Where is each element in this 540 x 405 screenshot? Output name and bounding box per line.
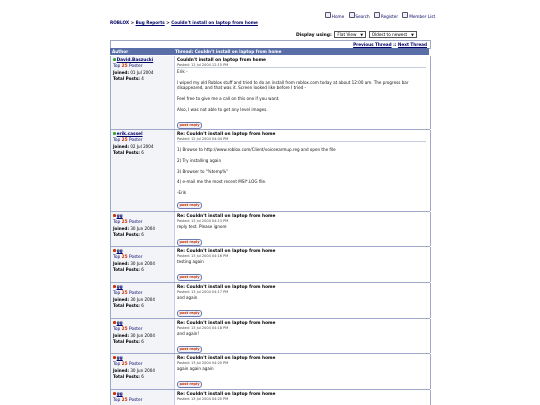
author-joined: Joined: 30 Jun 2004 bbox=[113, 225, 155, 231]
post-body: Erik - I wiped my old Roblox stuff and tried to do an install from roblox.com today at about 12:00 am. The progress bar disappeared, and that was it. Screen looked like before I tried - Feel free to give me a call on this one if you want. Also, I was not able to get any level images. bbox=[177, 69, 409, 112]
author-name[interactable]: David.Baszucki bbox=[113, 58, 153, 63]
author-joined: Joined: 30 Jun 2004 bbox=[113, 260, 155, 266]
post-reply-button[interactable]: post reply bbox=[177, 310, 202, 317]
post-author-panel bbox=[111, 247, 175, 282]
author-total-posts: Total Posts: 4 bbox=[113, 75, 144, 81]
author-rank: Top 25 Poster bbox=[113, 290, 143, 296]
author-column-header: Author bbox=[112, 49, 129, 55]
post-author-panel bbox=[111, 283, 175, 318]
post-reply-button[interactable]: post reply bbox=[177, 274, 202, 281]
author-name[interactable]: gg bbox=[113, 285, 123, 290]
post bbox=[110, 283, 431, 318]
breadcrumb-roblox[interactable]: ROBLOX bbox=[110, 20, 130, 25]
author-total-posts: Total Posts: 6 bbox=[113, 302, 144, 308]
author-rank: Top 25 Poster bbox=[113, 397, 143, 403]
author-name[interactable]: erik.cassel bbox=[113, 132, 143, 137]
search-link[interactable]: Search bbox=[349, 14, 370, 19]
post-title: Re: Couldn't install on laptop from home bbox=[177, 249, 276, 254]
post bbox=[110, 390, 431, 405]
post-author-panel bbox=[111, 212, 175, 246]
offline-status-icon bbox=[113, 214, 116, 217]
post-content bbox=[175, 283, 430, 318]
post-content bbox=[175, 390, 430, 405]
online-status-icon bbox=[113, 132, 116, 135]
author-joined: Joined: 30 Jun 2004 bbox=[113, 332, 155, 338]
author-total-posts: Total Posts: 6 bbox=[113, 338, 144, 344]
offline-status-icon bbox=[113, 285, 116, 288]
post-body: again again again bbox=[177, 366, 214, 371]
post-author-panel bbox=[111, 130, 175, 211]
post bbox=[110, 130, 431, 211]
post-content bbox=[175, 247, 430, 282]
author-joined: Joined: 01 Jul 2004 bbox=[113, 69, 154, 75]
post-date: Posted: 12 Jul 2004 04:04 PM bbox=[177, 136, 229, 141]
post-author-panel bbox=[111, 319, 175, 353]
post-date: Posted: 13 Jul 2004 04:18 PM bbox=[177, 325, 229, 330]
post-title: Re: Couldn't install on laptop from home bbox=[177, 214, 276, 219]
post-content bbox=[175, 56, 430, 129]
view-mode-select[interactable]: Flat View ▼ bbox=[334, 31, 366, 38]
post-content bbox=[175, 130, 430, 211]
author-rank: Top 25 Poster bbox=[113, 137, 143, 143]
display-options bbox=[296, 31, 417, 38]
post-author-panel bbox=[111, 390, 175, 405]
chevron-down-icon: ▼ bbox=[360, 33, 364, 37]
post bbox=[110, 354, 431, 389]
post-title: Re: Couldn't install on laptop from home bbox=[177, 321, 276, 326]
post-title: Re: Couldn't install on laptop from home bbox=[177, 285, 276, 290]
author-joined: Joined: 02 Jul 2004 bbox=[113, 143, 154, 149]
register-icon bbox=[374, 12, 380, 18]
author-total-posts: Total Posts: 6 bbox=[113, 373, 144, 379]
post-content bbox=[175, 319, 430, 353]
post-reply-button[interactable]: post reply bbox=[177, 381, 202, 388]
register-link[interactable]: Register bbox=[374, 14, 398, 19]
home-icon bbox=[325, 12, 331, 18]
top-links bbox=[325, 12, 438, 19]
post-title: Re: Couldn't install on laptop from home bbox=[177, 392, 276, 397]
post-content bbox=[175, 212, 430, 246]
post-date: Posted: 12 Jul 2004 12:15 PM bbox=[177, 62, 229, 67]
post-body: and again! bbox=[177, 331, 199, 336]
author-name[interactable]: gg bbox=[113, 249, 123, 254]
post-date: Posted: 13 Jul 2004 04:20 PM bbox=[177, 396, 229, 401]
post-author-panel bbox=[111, 354, 175, 389]
author-rank: Top 25 Poster bbox=[113, 254, 143, 260]
post-reply-button[interactable]: post reply bbox=[177, 239, 202, 246]
post-title: Couldn't install on laptop from home bbox=[177, 58, 266, 63]
breadcrumb-thread[interactable]: Couldn't install on laptop from home bbox=[171, 20, 258, 25]
search-icon bbox=[349, 12, 355, 18]
online-status-icon bbox=[113, 58, 116, 61]
post-date: Posted: 13 Jul 2004 04:17 PM bbox=[177, 289, 229, 294]
author-rank: Top 25 Poster bbox=[113, 361, 143, 367]
next-thread-link[interactable]: Next Thread bbox=[397, 42, 427, 47]
post-body: reply test. Please ignore bbox=[177, 224, 227, 229]
display-label: Display using: bbox=[296, 33, 332, 38]
thread-column-header: Thread: Couldn't install on laptop from home bbox=[175, 49, 282, 55]
post-date: Posted: 13 Jul 2004 04:13 PM bbox=[177, 218, 229, 223]
author-total-posts: Total Posts: 6 bbox=[113, 149, 144, 155]
author-rank: Top 25 Poster bbox=[113, 326, 143, 332]
author-name[interactable]: gg bbox=[113, 356, 123, 361]
post bbox=[110, 247, 431, 282]
post-reply-button[interactable]: post reply bbox=[177, 346, 202, 353]
post bbox=[110, 56, 431, 129]
author-total-posts: Total Posts: 6 bbox=[113, 231, 144, 237]
author-name[interactable]: gg bbox=[113, 321, 123, 326]
author-joined: Joined: 30 Jun 2004 bbox=[113, 296, 155, 302]
post-title: Re: Couldn't install on laptop from home bbox=[177, 132, 276, 137]
previous-thread-link[interactable]: Previous Thread bbox=[353, 42, 392, 47]
author-rank: Top 25 Poster bbox=[113, 219, 143, 225]
breadcrumb-bug-reports[interactable]: Bug Reports bbox=[135, 20, 165, 25]
thread-header bbox=[110, 48, 429, 55]
post-content bbox=[175, 354, 430, 389]
post bbox=[110, 319, 431, 353]
member-list-link[interactable]: Member List bbox=[402, 14, 435, 19]
post-body: testing again bbox=[177, 259, 204, 264]
author-rank: Top 25 Poster bbox=[113, 63, 143, 69]
thread-navigation: Previous Thread :: Next Thread bbox=[110, 40, 431, 49]
post-body: 1) Browse to http://www.roblox.com/Client/voiceearmup.reg and open the file 2) Try installing again 3) Browser to "%temp%" 4) e-mail me the most recent MSI*.LOG file. -Erik bbox=[177, 147, 336, 196]
post-reply-button[interactable]: post reply bbox=[177, 202, 202, 209]
post-date: Posted: 13 Jul 2004 04:20 PM bbox=[177, 360, 229, 365]
post-body: and again bbox=[177, 295, 198, 300]
sort-order-select[interactable]: Oldest to newest ▼ bbox=[369, 31, 417, 38]
offline-status-icon bbox=[113, 249, 116, 252]
author-name[interactable]: gg bbox=[113, 214, 123, 219]
post-title: Re: Couldn't install on laptop from home bbox=[177, 356, 276, 361]
post-author-panel bbox=[111, 56, 175, 129]
chevron-down-icon: ▼ bbox=[411, 33, 414, 37]
author-name[interactable]: gg bbox=[113, 392, 123, 397]
home-link[interactable]: Home bbox=[325, 14, 344, 19]
author-joined: Joined: 30 Jun 2004 bbox=[113, 367, 155, 373]
member-list-icon bbox=[402, 12, 408, 18]
breadcrumb: ROBLOX > Bug Reports > Couldn't install on laptop from home bbox=[110, 20, 258, 25]
post-reply-button[interactable]: post reply bbox=[177, 122, 202, 129]
offline-status-icon bbox=[113, 356, 116, 359]
author-total-posts: Total Posts: 6 bbox=[113, 266, 144, 272]
post bbox=[110, 212, 431, 246]
offline-status-icon bbox=[113, 321, 116, 324]
post-date: Posted: 13 Jul 2004 04:16 PM bbox=[177, 253, 229, 258]
offline-status-icon bbox=[113, 392, 116, 395]
